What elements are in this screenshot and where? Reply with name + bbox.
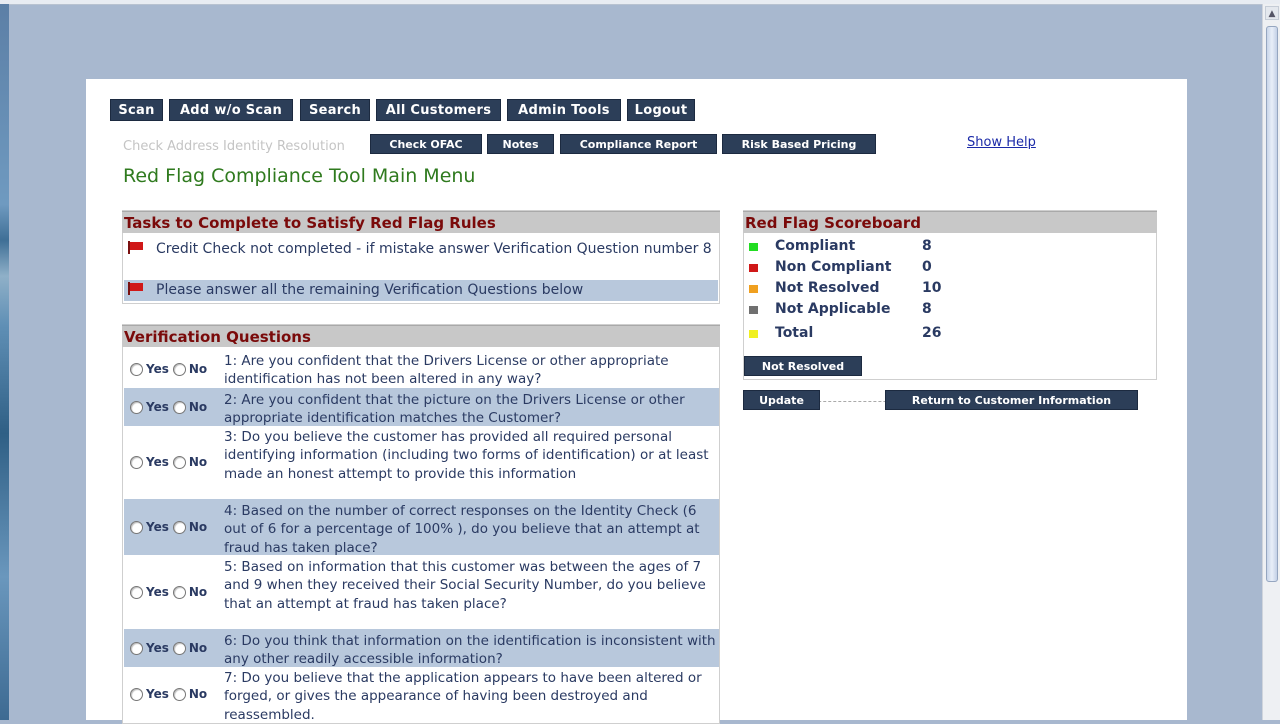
question-text: 5: Based on information that this customer was between the ages of 7 and 9 when they received their Social Security Number, do you believe that an attempt at fraud has taken place? [224, 559, 706, 612]
tasks-header: Tasks to Complete to Satisfy Red Flag Rules [122, 211, 720, 233]
yes-radio[interactable] [130, 363, 143, 376]
check-ofac-button[interactable]: Check OFAC [370, 134, 482, 154]
red-flag-icon [126, 282, 144, 295]
answer-radios [124, 349, 222, 389]
show-help-link[interactable]: Show Help [967, 135, 1036, 150]
no-radio[interactable] [173, 363, 186, 376]
answer-radios [124, 666, 222, 722]
no-label: No [188, 455, 208, 470]
scroll-thumb[interactable] [1266, 26, 1278, 582]
faint-nav-links[interactable]: Check Address Identity Resolution [123, 139, 345, 154]
scoreboard-value: 0 [922, 259, 932, 275]
search-button[interactable]: Search [300, 99, 370, 121]
answer-radios [124, 499, 222, 555]
question-row [124, 555, 719, 630]
yes-label: Yes [146, 640, 169, 655]
scoreboard-value: 8 [922, 301, 932, 317]
logout-button[interactable]: Logout [627, 99, 695, 121]
scoreboard-value: 10 [922, 280, 942, 296]
yes-label: Yes [146, 361, 169, 376]
admin-tools-button[interactable]: Admin Tools [507, 99, 621, 121]
yes-label: Yes [146, 399, 169, 414]
question-row [124, 629, 719, 667]
scoreboard-total-value: 26 [922, 325, 942, 341]
task-text: Credit Check not completed - if mistake answer Verification Question number 8 [156, 241, 712, 257]
desktop-background [0, 4, 9, 720]
no-radio[interactable] [173, 688, 186, 701]
no-radio[interactable] [173, 456, 186, 469]
status-color-icon [749, 243, 758, 251]
risk-based-pricing-button[interactable]: Risk Based Pricing [722, 134, 876, 154]
no-radio[interactable] [173, 401, 186, 414]
yes-radio[interactable] [130, 642, 143, 655]
question-text: 2: Are you confident that the picture on the Drivers License or other appropriate identification matches the Customer? [224, 392, 685, 427]
no-label: No [188, 519, 208, 534]
status-color-icon [749, 285, 758, 293]
scoreboard-total-label: Total [775, 325, 814, 341]
browser-topbar [0, 0, 1280, 5]
status-color-icon [749, 330, 758, 338]
question-row [124, 388, 719, 426]
no-label: No [188, 640, 208, 655]
yes-label: Yes [146, 686, 169, 701]
question-row [124, 425, 719, 500]
yes-label: Yes [146, 585, 169, 600]
yes-radio[interactable] [130, 688, 143, 701]
question-text: 4: Based on the number of correct responses on the Identity Check (6 out of 6 for a percentage of 100% ), do you believe that an attempt at fraud has taken place? [224, 503, 700, 556]
question-row [124, 666, 719, 722]
scan-button[interactable]: Scan [110, 99, 163, 121]
question-text: 1: Are you confident that the Drivers License or other appropriate identification has not been altered in any way? [224, 353, 669, 388]
question-text: 7: Do you believe that the application appears to have been altered or forged, or gives the appearance of having been destroyed and reassembled. [224, 670, 702, 723]
task-item [124, 240, 718, 278]
no-radio[interactable] [173, 586, 186, 599]
page-content [86, 79, 1187, 723]
task-text: Please answer all the remaining Verification Questions below [156, 282, 584, 298]
scoreboard-label: Non Compliant [775, 259, 892, 275]
yes-radio[interactable] [130, 586, 143, 599]
scoreboard-label: Not Applicable [775, 301, 891, 317]
no-label: No [188, 686, 208, 701]
scoreboard-label: Not Resolved [775, 280, 880, 296]
yes-radio[interactable] [130, 401, 143, 414]
no-label: No [188, 399, 208, 414]
question-text: 6: Do you think that information on the identification is inconsistent with any other readily accessible information? [224, 633, 716, 668]
scoreboard-value: 8 [922, 238, 932, 254]
verification-header: Verification Questions [122, 325, 720, 347]
no-radio[interactable] [173, 642, 186, 655]
no-radio[interactable] [173, 521, 186, 534]
yes-label: Yes [146, 455, 169, 470]
add-without-scan-button[interactable]: Add w/o Scan [169, 99, 293, 121]
answer-radios [124, 555, 222, 630]
notes-button[interactable]: Notes [487, 134, 554, 154]
page-title: Red Flag Compliance Tool Main Menu [123, 165, 476, 187]
status-color-icon [749, 264, 758, 272]
vertical-scrollbar[interactable] [1262, 4, 1280, 720]
all-customers-button[interactable]: All Customers [376, 99, 501, 121]
no-label: No [188, 585, 208, 600]
yes-radio[interactable] [130, 456, 143, 469]
compliance-report-button[interactable]: Compliance Report [560, 134, 717, 154]
answer-radios [124, 425, 222, 500]
yes-label: Yes [146, 519, 169, 534]
no-label: No [188, 361, 208, 376]
scoreboard-header: Red Flag Scoreboard [743, 211, 1157, 233]
red-flag-icon [126, 241, 144, 254]
not-resolved-status-button[interactable]: Not Resolved [744, 356, 862, 376]
question-row [124, 349, 719, 389]
scroll-up-arrow-icon[interactable]: ▲ [1265, 6, 1279, 20]
update-button[interactable]: Update [743, 390, 820, 410]
status-color-icon [749, 306, 758, 314]
answer-radios [124, 629, 222, 667]
question-text: 3: Do you believe the customer has provided all required personal identifying information (including two forms of identification) or at least made an honest attempt to provide this information [224, 429, 709, 482]
task-item [124, 280, 718, 301]
yes-radio[interactable] [130, 521, 143, 534]
scoreboard-label: Compliant [775, 238, 856, 254]
answer-radios [124, 388, 222, 426]
return-to-customer-button[interactable]: Return to Customer Information [885, 390, 1138, 410]
question-row [124, 499, 719, 555]
